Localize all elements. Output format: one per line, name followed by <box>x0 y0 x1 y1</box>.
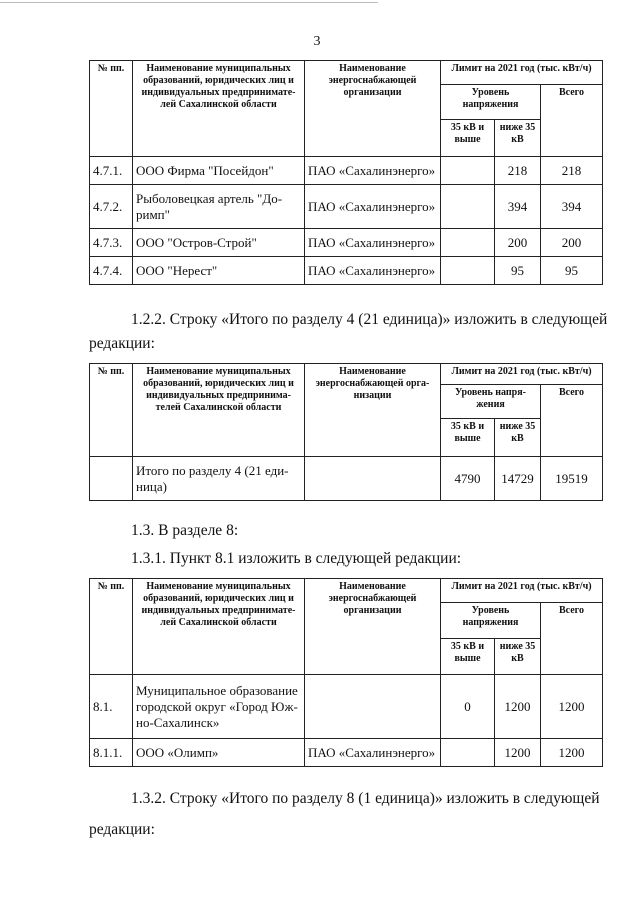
table-row: 8.1. Муниципальное образование городской округ «Город Юж-но-Сахалинск» 0 1200 1200 <box>90 675 603 739</box>
total-table-section-4 <box>89 363 603 501</box>
header-num: № пп. <box>90 579 133 675</box>
table-row: 4.7.2. Рыболовецкая артель "До-римп" ПАО «Сахалинэнерго» 394 394 <box>90 185 603 229</box>
table-row: 4.7.3. ООО "Остров-Строй" ПАО «Сахалинэнерго» 200 200 <box>90 229 603 257</box>
header-below-35kv: ниже 35 кВ <box>495 639 541 675</box>
header-limit: Лимит на 2021 год (тыс. кВт/ч) <box>441 61 603 85</box>
header-name: Наименование муниципальных образований, юридических лиц и индивидуальных предпринимате-лей Сахалинской области <box>133 579 305 675</box>
page-number: 3 <box>313 34 321 49</box>
table-row: 4.7.1. ООО Фирма "Посейдон" ПАО «Сахалинэнерго» 218 218 <box>90 157 603 185</box>
top-rule <box>0 2 378 3</box>
limits-table-section-8-1 <box>89 578 603 767</box>
header-35kv: 35 кВ и выше <box>441 639 495 675</box>
paragraph-1-3-2-cont: редакции: <box>89 821 155 838</box>
paragraph-1-3: 1.3. В разделе 8: <box>131 522 239 539</box>
table-row: 8.1.1. ООО «Олимп» ПАО «Сахалинэнерго» 1200 1200 <box>90 739 603 767</box>
header-num: № пп. <box>90 364 133 457</box>
table-row: Итого по разделу 4 (21 еди-ница) 4790 14729 19519 <box>90 457 603 501</box>
paragraph-1-3-1: 1.3.1. Пункт 8.1 изложить в следующей редакции: <box>131 550 462 567</box>
header-total: Всего <box>541 85 603 157</box>
header-voltage: Уровень напряжения <box>441 603 541 639</box>
paragraph-1-3-2: 1.3.2. Строку «Итого по разделу 8 (1 единица)» изложить в следующей <box>131 790 600 807</box>
header-35kv: 35 кВ и выше <box>441 120 495 157</box>
header-total: Всего <box>541 385 603 457</box>
paragraph-1-2-2-cont: редакции: <box>89 335 155 352</box>
header-num: № пп. <box>90 61 133 157</box>
header-org: Наименование энергоснабжающей организации <box>305 61 441 157</box>
header-total: Всего <box>541 603 603 675</box>
header-below-35kv: ниже 35 кВ <box>495 120 541 157</box>
header-name: Наименование муниципальных образований, юридических лиц и индивидуальных предпринимате-лей Сахалинской области <box>133 61 305 157</box>
header-voltage: Уровень напря-жения <box>441 385 541 419</box>
header-org: Наименование энергоснабжающей организации <box>305 579 441 675</box>
header-35kv: 35 кВ и выше <box>441 419 495 457</box>
header-name: Наименование муниципальных образований, юридических лиц и индивидуальных предпринима-телей Сахалинской области <box>133 364 305 457</box>
header-voltage: Уровень напряжения <box>441 85 541 120</box>
limits-table-section-4-7 <box>89 60 603 285</box>
header-limit: Лимит на 2021 год (тыс. кВт/ч) <box>441 579 603 603</box>
header-org: Наименование энергоснабжающей орга-низации <box>305 364 441 457</box>
header-limit: Лимит на 2021 год (тыс. кВт/ч) <box>441 364 603 385</box>
table-row: 4.7.4. ООО "Нерест" ПАО «Сахалинэнерго» 95 95 <box>90 257 603 285</box>
header-below-35kv: ниже 35 кВ <box>495 419 541 457</box>
paragraph-1-2-2: 1.2.2. Строку «Итого по разделу 4 (21 единица)» изложить в следующей <box>131 311 608 328</box>
